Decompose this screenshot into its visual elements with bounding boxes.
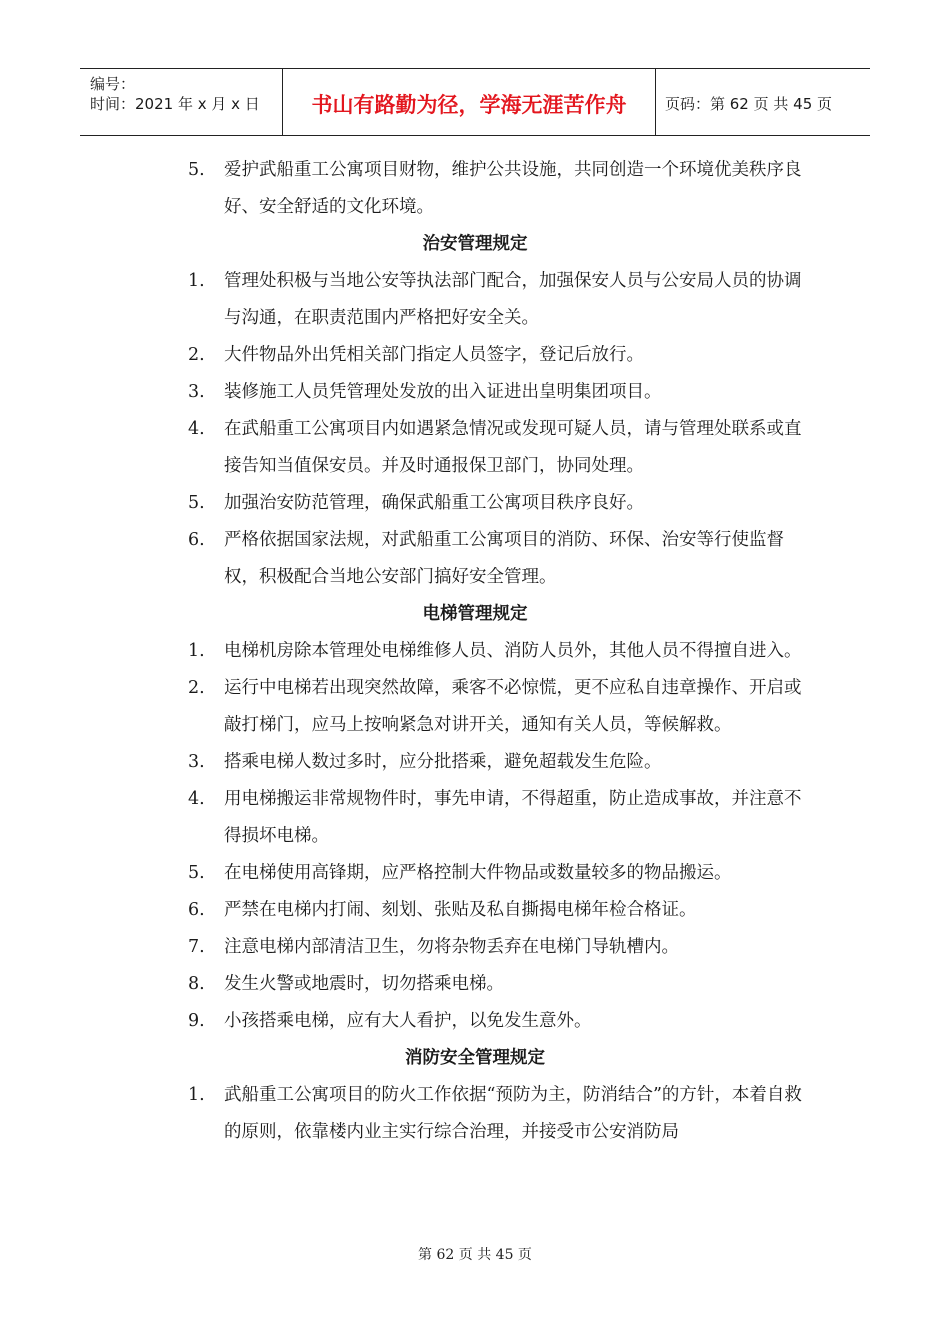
item-number: 4. [188, 789, 205, 809]
list-item [188, 670, 810, 744]
item-text: 注意电梯内部清洁卫生，勿将杂物丢弃在电梯门导轨槽内。 [224, 937, 679, 957]
item-number: 3. [188, 382, 205, 402]
header-meta-cell [80, 69, 282, 135]
item-number: 2. [188, 345, 205, 365]
item-text: 武船重工公寓项目的防火工作依据“预防为主，防消结合”的方针，本着自救的原则，依靠楼内业主实行综合治理，并接受市公安消防局 [224, 1085, 802, 1142]
list-item [188, 485, 810, 522]
item-text: 在电梯使用高锋期，应严格控制大件物品或数量较多的物品搬运。 [224, 863, 732, 883]
list-item [188, 374, 810, 411]
item-text: 爱护武船重工公寓项目财物，维护公共设施，共同创造一个环境优美秩序良好、安全舒适的文化环境。 [224, 160, 802, 217]
list-item [188, 1003, 810, 1040]
list-item [188, 892, 810, 929]
item-text: 用电梯搬运非常规物件时，事先申请，不得超重，防止造成事故，并注意不得损坏电梯。 [224, 789, 802, 846]
item-number: 1. [188, 271, 205, 291]
item-text: 加强治安防范管理，确保武船重工公寓项目秩序良好。 [224, 493, 644, 513]
item-number: 5. [188, 493, 205, 513]
document-body [0, 152, 950, 1151]
list-item [188, 929, 810, 966]
item-text: 大件物品外出凭相关部门指定人员签字，登记后放行。 [224, 345, 644, 365]
list-item [188, 337, 810, 374]
list-item [188, 633, 810, 670]
sections-container [0, 226, 950, 1151]
item-text: 搭乘电梯人数过多时，应分批搭乘，避免超载发生危险。 [224, 752, 662, 772]
item-number: 1. [188, 641, 205, 661]
item-text: 运行中电梯若出现突然故障，乘客不必惊慌，更不应私自违章操作、开启或敲打梯门，应马上按响紧急对讲开关，通知有关人员，等候解救。 [224, 678, 802, 735]
item-text: 小孩搭乘电梯，应有大人看护，以免发生意外。 [224, 1011, 592, 1031]
list-item [188, 152, 810, 226]
list-item [188, 744, 810, 781]
section-title: 消防安全管理规定 [405, 1048, 545, 1068]
page-header [80, 68, 870, 136]
document-number-label: 编号： [90, 75, 136, 93]
list-item [188, 263, 810, 337]
list-item [188, 966, 810, 1003]
item-number: 6. [188, 530, 205, 550]
item-text: 在武船重工公寓项目内如遇紧急情况或发现可疑人员，请与管理处联系或直接告知当值保安员。并及时通报保卫部门，协同处理。 [224, 419, 802, 476]
list-item [188, 522, 810, 596]
header-page-info: 页码：第 62 页 共 45 页 [665, 95, 833, 113]
list-item [188, 855, 810, 892]
list-item [188, 411, 810, 485]
item-number: 2. [188, 678, 205, 698]
item-number: 3. [188, 752, 205, 772]
item-text: 装修施工人员凭管理处发放的出入证进出皇明集团项目。 [224, 382, 662, 402]
item-number: 1. [188, 1085, 205, 1105]
item-text: 发生火警或地震时，切勿搭乘电梯。 [224, 974, 504, 994]
item-number: 9. [188, 1011, 205, 1031]
list-item [188, 781, 810, 855]
item-text: 严禁在电梯内打闹、刻划、张贴及私自撕揭电梯年检合格证。 [224, 900, 697, 920]
item-text: 严格依据国家法规，对武船重工公寓项目的消防、环保、治安等行使监督权，积极配合当地公安部门搞好安全管理。 [224, 530, 784, 587]
item-text: 电梯机房除本管理处电梯维修人员、消防人员外，其他人员不得擅自进入。 [224, 641, 802, 661]
item-number: 4. [188, 419, 205, 439]
section-title: 治安管理规定 [422, 234, 528, 254]
item-number: 5. [188, 863, 205, 883]
list-item [188, 1077, 810, 1151]
header-divider [655, 69, 656, 135]
item-number: 7. [188, 937, 205, 957]
page-footer: 第 62 页 共 45 页 [418, 1247, 532, 1263]
section-title: 电梯管理规定 [422, 604, 528, 624]
item-text: 管理处积极与当地公安等执法部门配合，加强保安人员与公安局人员的协调与沟通，在职责范围内严格把好安全关。 [224, 271, 802, 328]
item-number: 6. [188, 900, 205, 920]
header-motto: 书山有路勤为径，学海无涯苦作舟 [311, 93, 627, 117]
item-number: 5. [188, 160, 205, 180]
document-date-label: 时间：2021 年 x 月 x 日 [90, 95, 260, 113]
item-number: 8. [188, 974, 205, 994]
